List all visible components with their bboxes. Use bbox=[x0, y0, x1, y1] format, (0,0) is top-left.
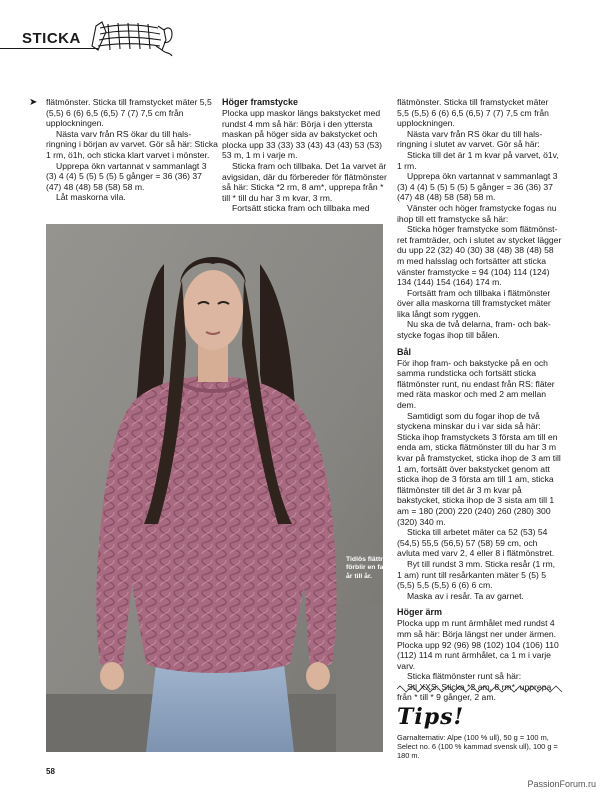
column-left bbox=[46, 97, 218, 203]
paragraph: För ihop fram- och bakstycke på en och samma rundsticka och fortsätt sticka flätmönster runt, nu endast från RS: fläter med räta maskor och med 2 am mellan dem. bbox=[397, 357, 555, 411]
paragraph: Nästa varv från RS ökar du till halsringning i slutet av varvet. Gör så här: bbox=[397, 128, 543, 150]
paragraph: Sticka flätmönster runt så här: bbox=[407, 671, 522, 682]
section-heading-right-front: Höger framstycke bbox=[222, 97, 299, 107]
model-illustration bbox=[46, 224, 383, 752]
paragraph: flätmönster. Sticka till framstycket mäter 5,5 (5,5) 6 (6) 6,5 (6,5) 7 (7) 7,5 cm från upplockningen. bbox=[397, 97, 549, 129]
tips-title: Tips! bbox=[397, 704, 465, 730]
zigzag-divider bbox=[397, 686, 562, 692]
tips-text: Garnalternativ: Alpe (100 % ull), 50 g = 100 m, Select no. 6 (100 % kammad svensk ull), 100 g = 180 m. bbox=[397, 733, 558, 761]
paragraph: Byt till rundst 3 mm. Sticka resår (1 rm, 1 am) runt till resårkanten mäter 5 (5) 5 (5,5) 5,5 (5,5) 6 (6) 6 cm. bbox=[397, 558, 556, 591]
section-tag: STICKA bbox=[22, 30, 81, 47]
watermark-text: PassionForum.ru bbox=[527, 779, 596, 789]
yarn-skein-icon bbox=[88, 16, 174, 60]
paragraph: Sticka fram och tillbaka. Det 1a varvet är avigsidan, där du förbereder för flätmönster så här: Sticka *2 rm, 8 am*, upprepa från * till * till du har 3 m kvar, 3 rm. bbox=[222, 160, 387, 203]
paragraph: Samtidigt som du fogar ihop de två styckena minskar du i var sida så här: Sticka ihop framstyckets 3 första am till en enda am, sticka flätmönster till du har 3 m kvar på framstycket, sticka ihop de 3 am till 1 am, fortsätt över bakstycket genom att sticka ihop de 3 första am till 1 am, sticka flätmönster till det är 3 m kvar på bakstycket, sticka ihop de 3 sista am till 1 am = 180 (200) 220 (240) 260 (280) 300 (320) 340 m. bbox=[397, 410, 561, 527]
paragraph: Vänster och höger framstycke fogas nu ihop till ett framstycke så här: bbox=[397, 202, 557, 224]
paragraph: Plocka upp m runt ärmhålet med rundst 4 mm så här: Börja längst ner under ärmen. Plocka upp 92 (96) 98 (102) 104 (106) 110 (112) 114 m runt ärmhålet, ca 1 m i varje varv. bbox=[397, 618, 559, 671]
paragraph: Plocka upp maskor längs bakstycket med rundst 4 mm så här: Börja i den yttersta maskan på höger sida av bakstycket och plocka upp 33 (33) 33 (43) 43 (43) 53 (53) 53 m, 1 m i varje m. bbox=[222, 108, 383, 161]
paragraph: Låt maskorna vila. bbox=[56, 192, 126, 203]
paragraph: Nästa varv från RS ökar du till halsringning i början av varvet. Gör så här: Sticka 1 rm, ö1h, och sticka klart varvet i mönster. bbox=[46, 128, 218, 160]
paragraph: flätmönster. Sticka till framstycket mäter 5,5 (5,5) 6 (6) 6,5 (6,5) 7 (7) 7,5 cm från upplockningen. bbox=[46, 97, 212, 129]
paragraph: Fortsätt sticka fram och tillbaka med bbox=[232, 203, 370, 214]
paragraph: Upprepa ökn vartannat v sammanlagt 3 (3) 4 (4) 5 (5) 5 (5) 5 gånger = 36 (36) 37 (47) 48 (48) 58 (58) 58 m. bbox=[46, 160, 207, 192]
column-middle bbox=[222, 97, 390, 214]
paragraph: Fortsätt fram och tillbaka i flätmönster över alla maskorna till framstycket mäter lika långt som ryggen. bbox=[397, 287, 551, 319]
photo-caption: Tidlös flättröja som förblir en favorit från år till år. bbox=[346, 556, 413, 580]
section-heading-right-sleeve: Höger ärm bbox=[397, 607, 443, 618]
continuation-arrow: ➤ bbox=[29, 97, 38, 108]
paragraph: Upprepa ökn vartannat v sammanlagt 3 (3) 4 (4) 5 (5) 5 (5) 5 gånger = 36 (36) 37 (47) 48 (48) 58 (58) 58 m. bbox=[397, 171, 558, 203]
paragraph: Sticka till arbetet mäter ca 52 (53) 54 (54,5) 55,5 (56,5) 57 (58) 59 cm, och avluta med varv 2, 4 eller 8 i flätmönstret. bbox=[397, 527, 555, 559]
paragraph: Nu ska de två delarna, fram- och bakstycke fogas ihop till bålen. bbox=[397, 319, 551, 341]
paragraph: Sticka höger framstycke som flätmönstret framträder, och i slutet av stycket lägger du upp 22 (32) 40 (30) 38 (48) 38 (48) 58 m med halsslag och fortsätter att sticka vänster framstycke = 94 (104) 114 (124) 134 (144) 154 (164) 174 m. bbox=[397, 224, 562, 288]
paragraph: Sticka till det är 1 m kvar på varvet, ö1v, 1 rm. bbox=[397, 149, 559, 171]
column-right bbox=[397, 97, 562, 703]
section-heading-body: Bål bbox=[397, 346, 412, 357]
paragraph: Maska av i resår. Ta av garnet. bbox=[407, 590, 524, 601]
header-rule bbox=[0, 48, 98, 49]
paragraph: Stl XXS: Sticka *2 am, 8 rm*, upprepa från * till * 9 gånger, 2 am. bbox=[397, 681, 552, 703]
page-number: 58 bbox=[46, 767, 55, 776]
